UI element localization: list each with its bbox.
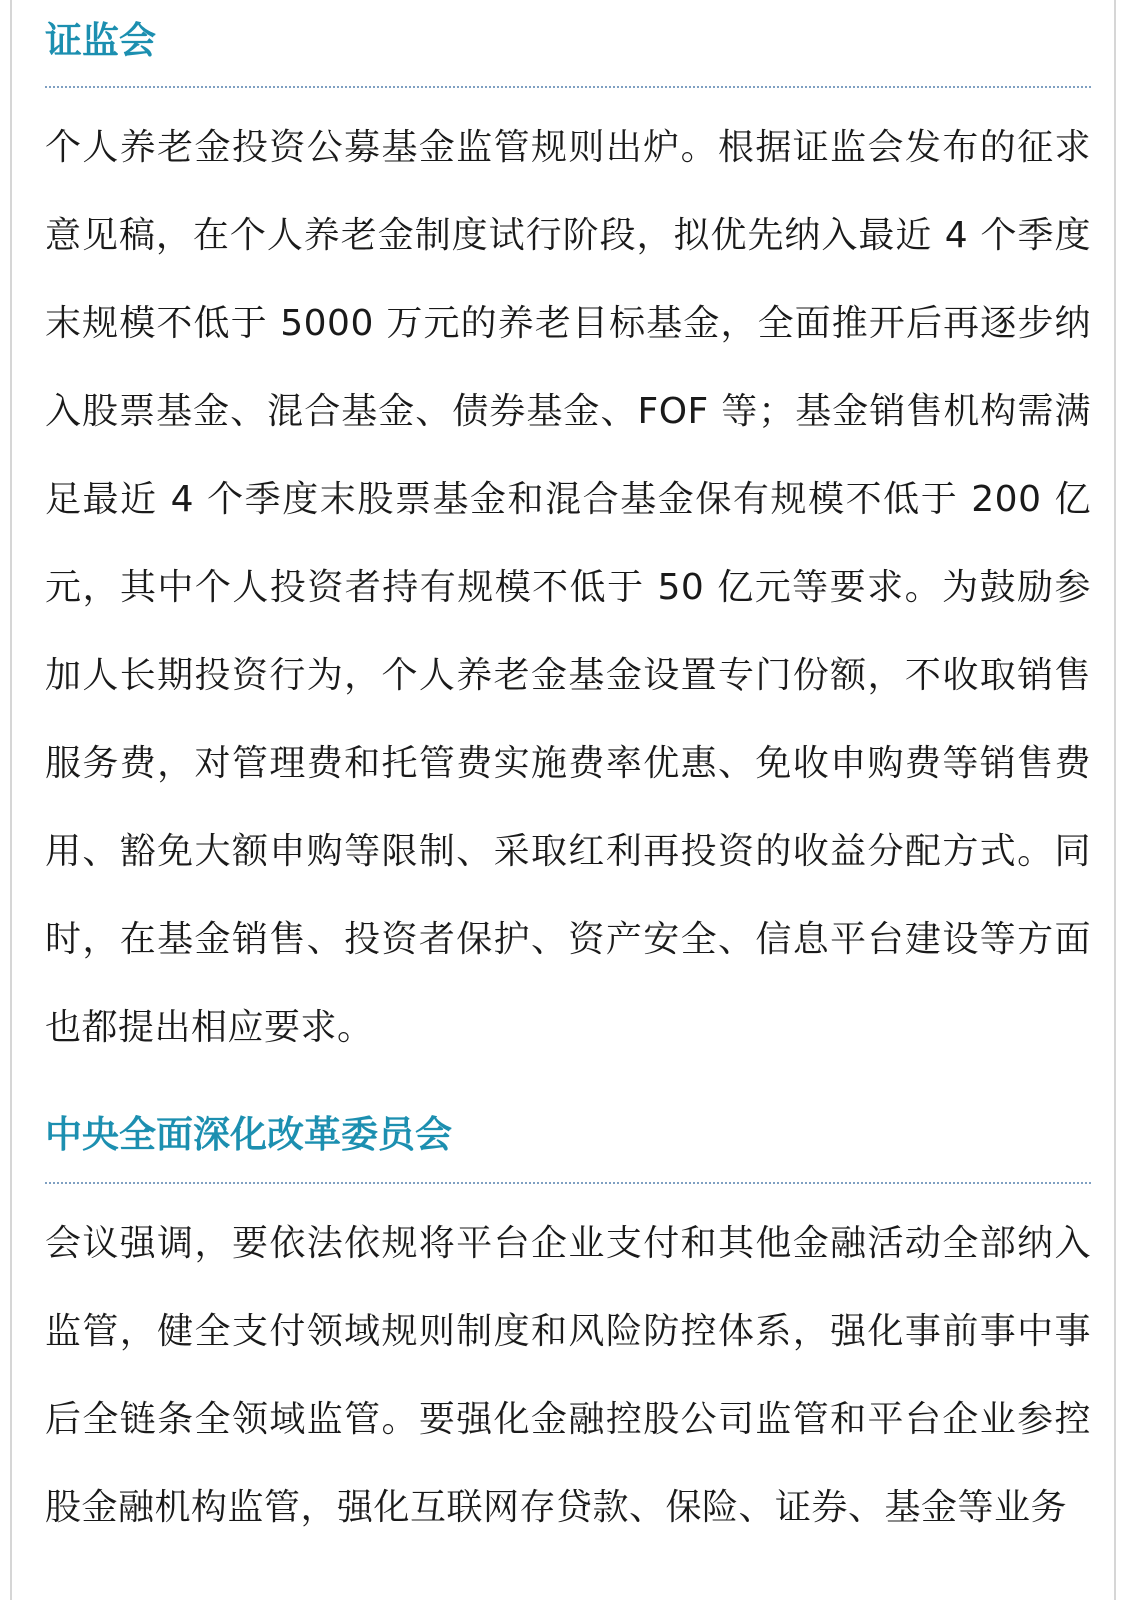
dotted-divider — [45, 1182, 1091, 1184]
article-content — [45, 0, 1091, 1552]
article-frame — [10, 0, 1116, 1600]
section-title: 证监会 — [45, 19, 156, 62]
section-csrc — [45, 0, 1091, 1072]
section-paragraph: 个人养老金投资公募基金监管规则出炉。根据证监会发布的征求意见稿，在个人养老金制度试行阶段，拟优先纳入最近 4 个季度末规模不低于 5000 万元的养老目标基金，全面推开后再逐步纳入股票基金、混合基金、债券基金、FOF 等；基金销售机构需满足最近 4 个季度末股票基金和混合基金保有规模不低于 200 亿元，其中个人投资者持有规模不低于 50 亿元等要求。为鼓励参加人长期投资行为，个人养老金基金设置专门份额，不收取销售服务费，对管理费和托管费实施费率优惠、免收申购费等销售费用、豁免大额申购等限制、采取红利再投资的收益分配方式。同时，在基金销售、投资者保护、资产安全、信息平台建设等方面也都提出相应要求。 — [45, 127, 1091, 1048]
section-paragraph: 会议强调，要依法依规将平台企业支付和其他金融活动全部纳入监管，健全支付领域规则制度和风险防控体系，强化事前事中事后全链条全领域监管。要强化金融控股公司监管和平台企业参控股金融机构监管，强化互联网存贷款、保险、证券、基金等业务 — [45, 1223, 1091, 1528]
dotted-divider — [45, 86, 1091, 88]
section-reform-commission — [45, 1112, 1091, 1552]
section-title: 中央全面深化改革委员会 — [45, 1113, 452, 1156]
